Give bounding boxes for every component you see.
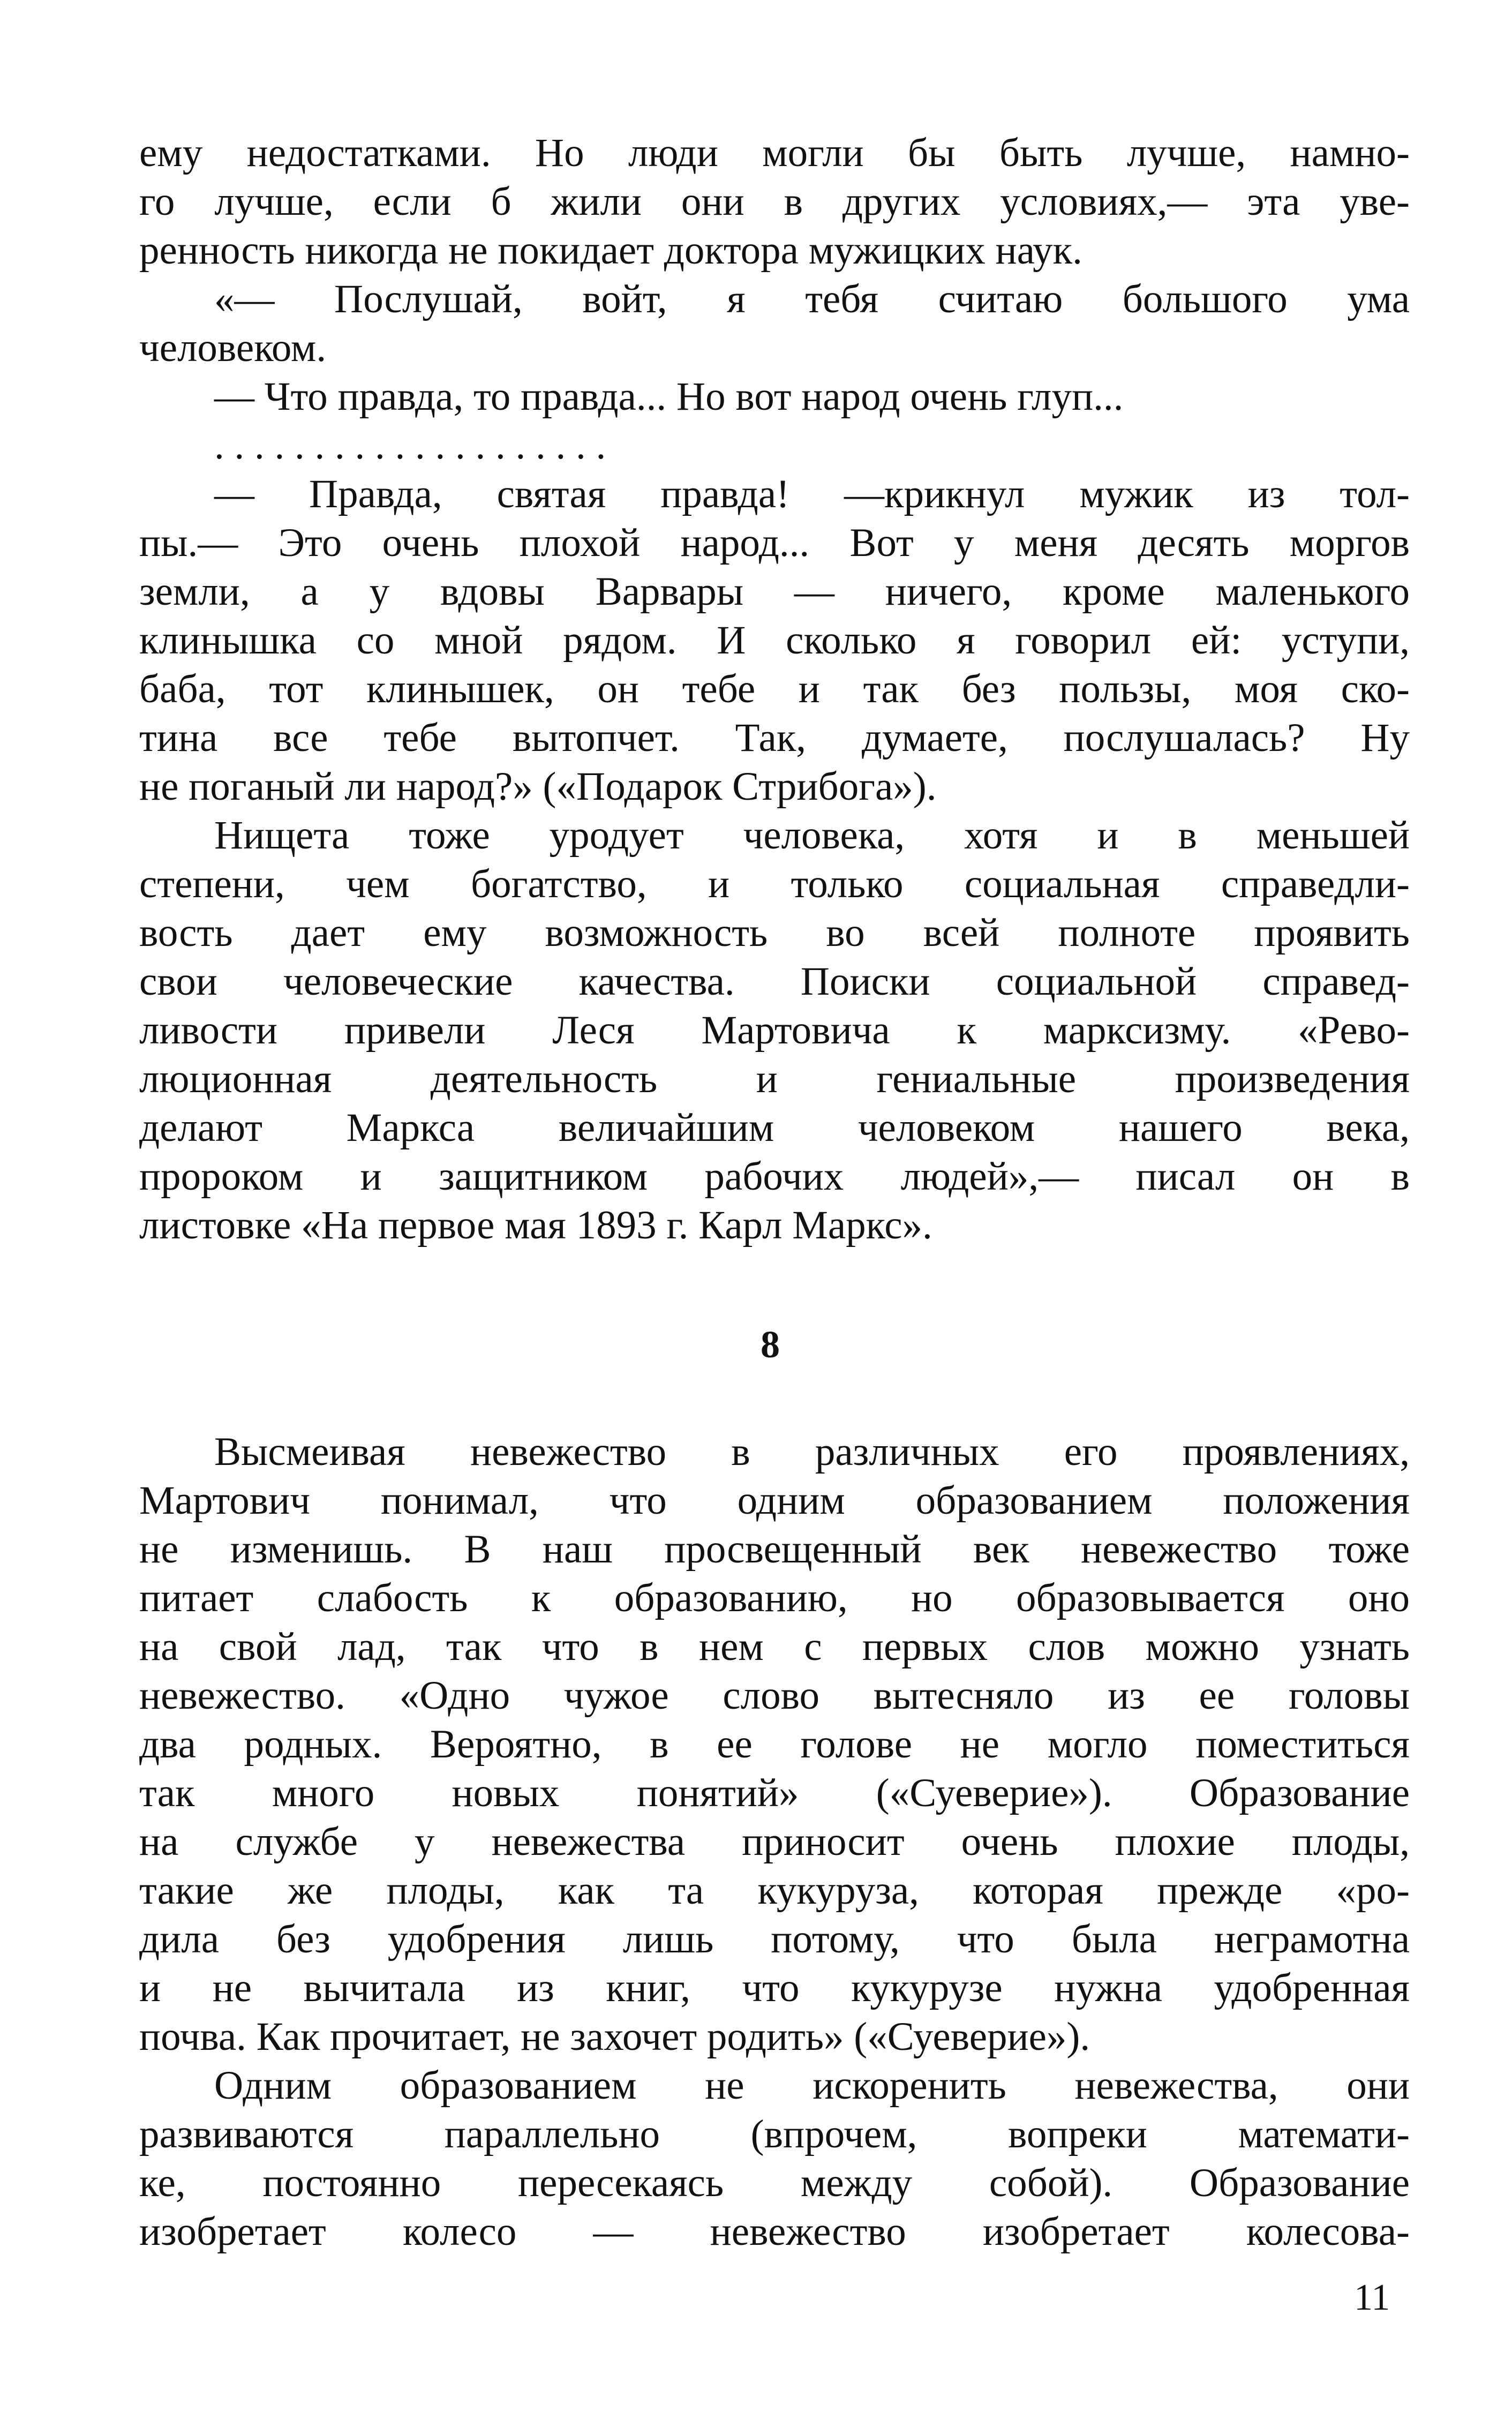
text-line: степени, чем богатство, и только социальная справедли- bbox=[139, 862, 1410, 906]
text-line: и не вычитала из книг, что кукурузе нужна удобренная bbox=[139, 1966, 1410, 2010]
text-line: Нищета тоже уродует человека, хотя и в меньшей bbox=[214, 813, 1410, 858]
text-line: на службе у невежества приносит очень плохие плоды, bbox=[139, 1820, 1410, 1864]
text-line: ке, постоянно пересекаясь между собой). Образование bbox=[139, 2161, 1410, 2205]
paragraph-group-1 bbox=[139, 129, 1410, 421]
text-line: ренность никогда не покидает доктора мужицких наук. bbox=[139, 228, 1082, 273]
text-line: дила без удобрения лишь потому, что была неграмотна bbox=[139, 1917, 1410, 1961]
text-line: человеком. bbox=[139, 326, 327, 370]
text-line: ливости привели Леся Мартовича к марксизму. «Рево- bbox=[139, 1008, 1410, 1053]
text-line: Мартович понимал, что одним образованием положения bbox=[139, 1478, 1410, 1523]
text-line: на свой лад, так что в нем с первых слов можно узнать bbox=[139, 1625, 1410, 1669]
text-line: два родных. Вероятно, в ее голове не могло поместиться bbox=[139, 1722, 1410, 1767]
text-line: земли, а у вдовы Варвары — ничего, кроме маленького bbox=[139, 569, 1410, 614]
text-line: го лучше, если б жили они в других условиях,— эта уве- bbox=[139, 179, 1410, 224]
text-block-bottom bbox=[139, 1427, 1410, 2256]
text-line: вость дает ему возможность во всей полноте проявить bbox=[139, 911, 1410, 955]
paragraph-group-2 bbox=[139, 470, 1410, 1250]
text-line: — Правда, святая правда! —крикнул мужик из тол- bbox=[214, 472, 1410, 516]
text-line: невежество. «Одно чужое слово вытесняло из ее головы bbox=[139, 1673, 1410, 1718]
text-line: свои человеческие качества. Поиски социальной справед- bbox=[139, 959, 1410, 1004]
text-line: клинышка со мной рядом. И сколько я говорил ей: уступи, bbox=[139, 618, 1410, 663]
text-line: такие же плоды, как та кукуруза, которая прежде «ро- bbox=[139, 1868, 1410, 1913]
text-line: питает слабость к образованию, но образовывается оно bbox=[139, 1576, 1410, 1620]
text-line: развиваются параллельно (впрочем, вопреки математи- bbox=[139, 2112, 1410, 2156]
text-line: баба, тот клинышек, он тебе и так без пользы, моя ско- bbox=[139, 667, 1410, 711]
section-number: 8 bbox=[761, 1323, 780, 1366]
text-line: делают Маркса величайшим человеком нашего века, bbox=[139, 1106, 1410, 1150]
text-line: «— Послушай, войт, я тебя считаю большого ума bbox=[214, 277, 1410, 321]
text-line: не поганый ли народ?» («Подарок Стрибога»). bbox=[139, 764, 937, 809]
text-line: тина все тебе вытопчет. Так, думаете, послушалась? Ну bbox=[139, 716, 1410, 760]
text-line: Высмеивая невежество в различных его проявлениях, bbox=[214, 1430, 1410, 1474]
text-line: изобретает колесо — невежество изобретает колесова- bbox=[139, 2209, 1410, 2254]
text-line: — Что правда, то правда... Но вот народ очень глуп... bbox=[214, 374, 1124, 419]
paragraph-group-3 bbox=[139, 1427, 1410, 2256]
text-line: ему недостатками. Но люди могли бы быть лучше, намно- bbox=[139, 131, 1410, 175]
text-line: листовке «На первое мая 1893 г. Карл Маркс». bbox=[139, 1203, 932, 1247]
text-line: почва. Как прочитает, не захочет родить» («Суеверие»). bbox=[139, 2015, 1090, 2059]
text-line: пророком и защитником рабочих людей»,— писал он в bbox=[139, 1154, 1410, 1199]
ellipsis-dots-line: . . . . . . . . . . . . . . . . . . . . bbox=[214, 423, 606, 468]
text-line: так много новых понятий» («Суеверие»). Образование bbox=[139, 1771, 1410, 1815]
text-line: Одним образованием не искоренить невежества, они bbox=[214, 2063, 1410, 2108]
text-block-top bbox=[139, 129, 1410, 1250]
text-line: люционная деятельность и гениальные произведения bbox=[139, 1057, 1410, 1101]
text-line: не изменишь. В наш просвещенный век невежество тоже bbox=[139, 1527, 1410, 1572]
page-number: 11 bbox=[1354, 2277, 1390, 2318]
text-line: пы.— Это очень плохой народ... Вот у меня десять моргов bbox=[139, 521, 1410, 565]
